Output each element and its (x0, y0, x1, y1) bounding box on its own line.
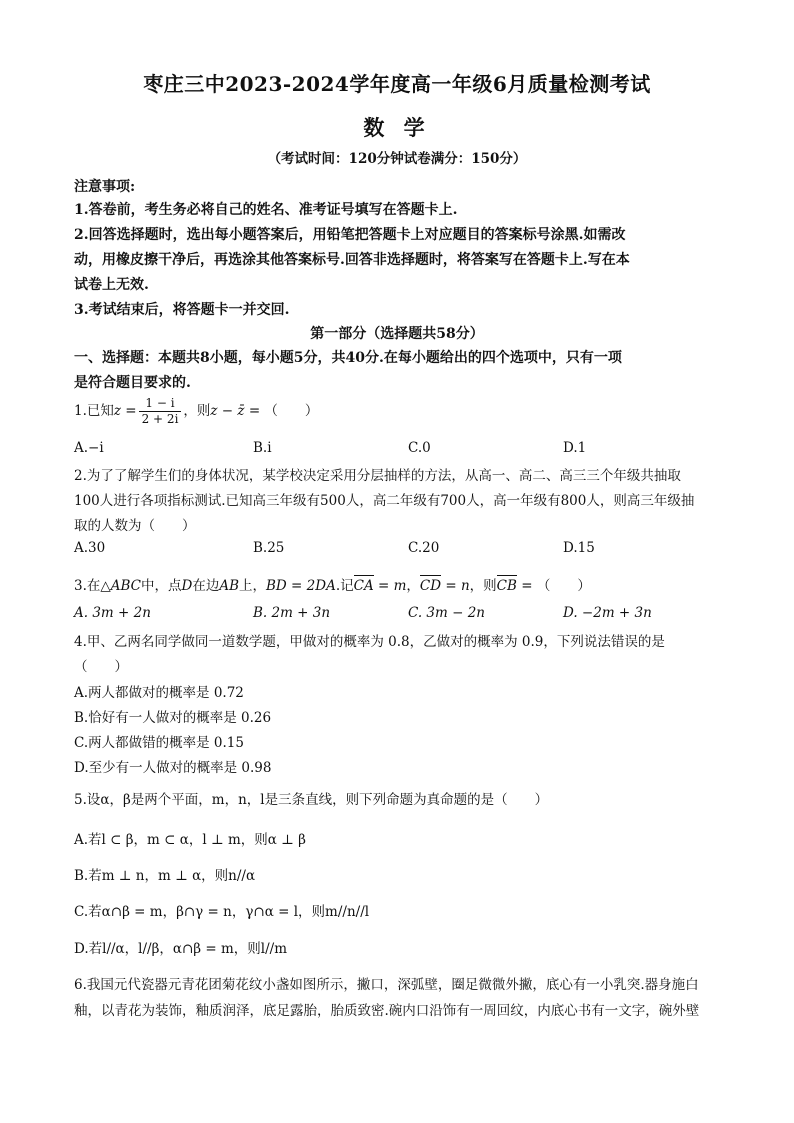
notes-item-3: 3.考试结束后，将答题卡一并交回. (74, 302, 290, 318)
q1-option-a: A.−i (74, 440, 104, 456)
q3-text-d: 上， (239, 578, 267, 594)
q3-point-d: D (181, 578, 193, 594)
q3-option-b: B. 2m + 3n (253, 605, 331, 621)
q3-vector-ca: CA (353, 578, 374, 594)
q1-option-c: C.0 (408, 440, 431, 456)
notes-item-2: 2.回答选择题时，选出每小题答案后，用铅笔把答题卡上对应题目的答案标号涂黑.如需改 (74, 227, 626, 243)
notes-item-2-cont: 动，用橡皮擦干净后，再选涂其他答案标号.回答非选择题时，将答案写在答题卡上.写在本 (74, 252, 630, 268)
question-4-line-1: 4.甲、乙两名同学做同一道数学题，甲做对的概率为 0.8，乙做对的概率为 0.9，下列说法错误的是 (74, 634, 665, 650)
q2-option-d: D.15 (563, 540, 595, 556)
question-6-line-1: 6.我国元代瓷器元青花团菊花纹小盏如图所示，撇口，深弧壁，圈足微微外撇，底心有一小乳突.器身施白 (74, 977, 699, 993)
q1-numerator: 1 − i (139, 396, 182, 412)
q4-option-c: C.两人都做错的概率是 0.15 (74, 735, 244, 751)
q3-option-d: D. −2m + 3n (563, 605, 652, 621)
q3-vector-cb: CB (496, 578, 517, 594)
q1-option-d: D.1 (563, 440, 587, 456)
q1-suffix: ，则 (183, 403, 211, 419)
question-2-line-2: 100人进行各项指标测试.已知高三年级有500人，高二年级有700人，高一年级有800人，则高三年级抽 (74, 493, 695, 509)
q1-option-b: B.i (253, 440, 272, 456)
question-5: 5.设α，β是两个平面，m，n，l是三条直线，则下列命题为真命题的是（ ） (74, 792, 549, 808)
q3-tail: = （ ） (516, 578, 591, 594)
q2-option-a: A.30 (74, 540, 106, 556)
q5-option-d: D.若l//α，l//β，α∩β = m，则l//m (74, 941, 288, 957)
question-6-line-2: 釉，以青花为装饰，釉质润泽，底足露胎，胎质致密.碗内口沿饰有一周回纹，内底心书有一文字，碗外壁 (74, 1003, 700, 1019)
notes-heading: 注意事项: (74, 179, 136, 195)
q3-sep: ， (406, 578, 420, 594)
q1-fraction (139, 396, 182, 427)
notes-item-2-end: 试卷上无效. (74, 277, 149, 293)
q3-eq-m: = m (373, 578, 407, 594)
part1-heading: 第一部分（选择题共58分） (310, 326, 484, 342)
q5-option-c: C.若α∩β = m，β∩γ = n，γ∩α = l，则m//n//l (74, 904, 370, 920)
q2-option-b: B.25 (253, 540, 285, 556)
question-2-line-1: 2.为了了解学生们的身体状况，某学校决定采用分层抽样的方法，从高一、高二、高三三个年级共抽取 (74, 468, 681, 484)
q3-text-f: ，则 (469, 578, 497, 594)
q3-side-ab: AB (219, 578, 240, 594)
q3-option-c: C. 3m − 2n (408, 605, 485, 621)
q3-triangle: ABC (110, 578, 142, 594)
q3-eq-n: = n (441, 578, 470, 594)
q1-tail: = （ ） (244, 403, 319, 419)
notes-item-1: 1.答卷前，考生务必将自己的姓名、准考证号填写在答题卡上. (74, 202, 458, 218)
q1-expression: z − z̄ (210, 403, 245, 419)
q4-option-a: A.两人都做对的概率是 0.72 (74, 685, 244, 701)
q3-vector-cd: CD (419, 578, 442, 594)
q3-text-a: 3.在△ (74, 578, 111, 594)
section-instructions-cont: 是符合题目要求的. (74, 375, 191, 391)
section-instructions: 一、选择题：本题共8小题，每小题5分，共40分.在每小题给出的四个选项中，只有一项 (74, 350, 622, 366)
q3-text-e: .记 (335, 578, 354, 594)
q1-z: z = (113, 403, 137, 419)
q5-option-b: B.若m ⊥ n，m ⊥ α，则n//α (74, 868, 256, 884)
q1-denominator: 2 + 2i (141, 412, 179, 426)
subject-title: 数 学 (363, 115, 431, 140)
q3-bd-eq: BD = 2DA (266, 578, 336, 594)
q3-text-c: 在边 (192, 578, 220, 594)
q3-text-b: 中，点 (141, 578, 182, 594)
question-1 (74, 396, 318, 427)
q5-option-a: A.若l ⊂ β，m ⊂ α，l ⊥ m，则α ⊥ β (74, 832, 306, 848)
q2-option-c: C.20 (408, 540, 440, 556)
q4-option-d: D.至少有一人做对的概率是 0.98 (74, 760, 272, 776)
exam-info: （考试时间：120分钟试卷满分：150分） (267, 151, 527, 167)
question-4-line-2: （ ） (74, 659, 128, 675)
question-2-line-3: 取的人数为（ ） (74, 518, 196, 534)
q1-prefix: 1.已知 (74, 403, 114, 419)
exam-title: 枣庄三中2023-2024学年度高一年级6月质量检测考试 (143, 72, 651, 96)
q4-option-b: B.恰好有一人做对的概率是 0.26 (74, 710, 272, 726)
question-3 (74, 574, 591, 594)
q3-option-a: A. 3m + 2n (74, 605, 151, 621)
